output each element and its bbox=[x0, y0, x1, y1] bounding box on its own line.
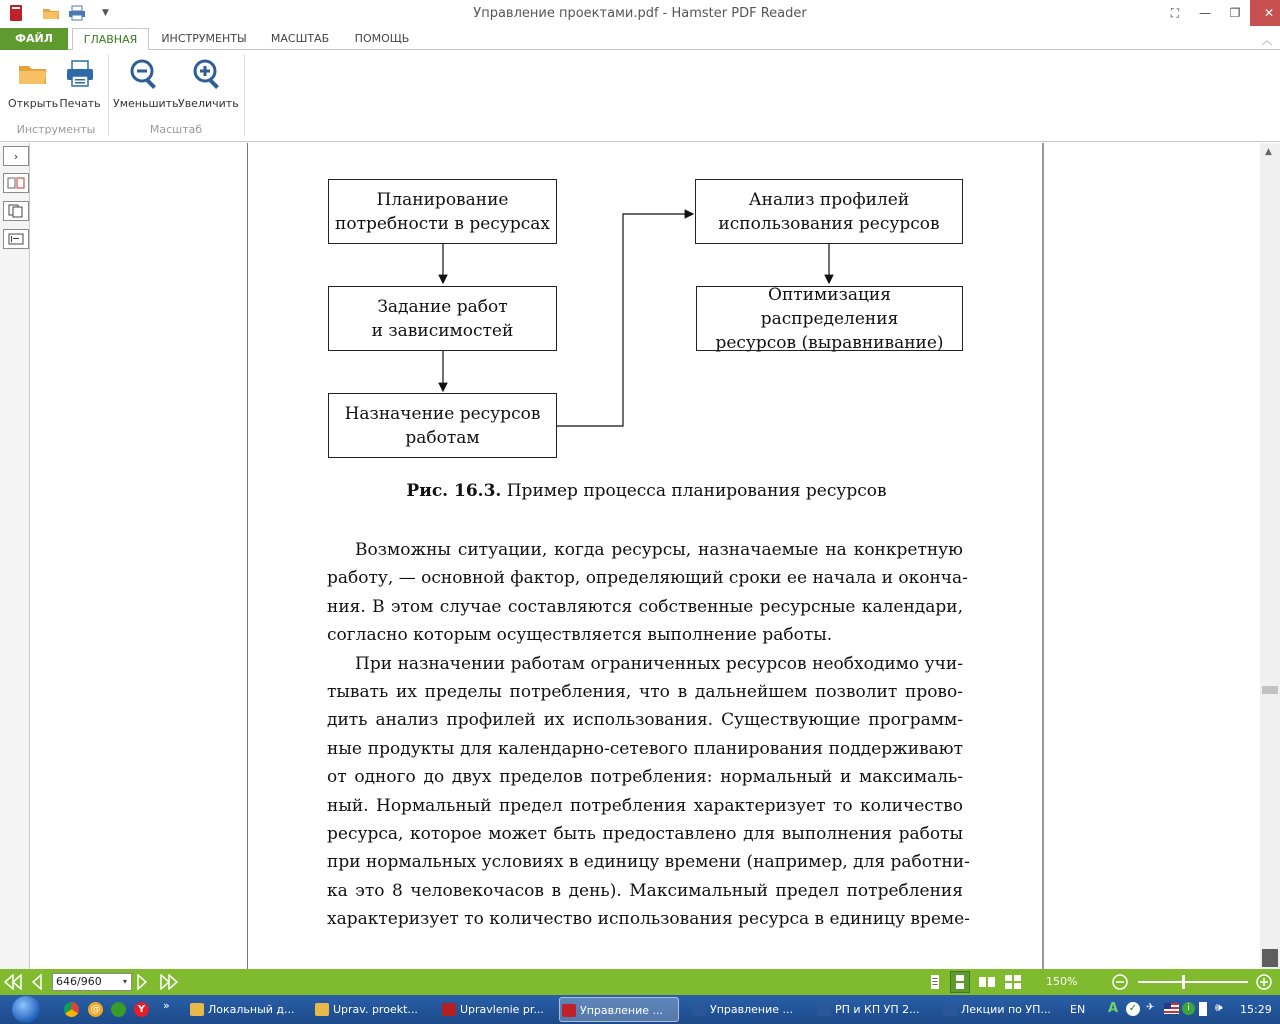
minimize-button[interactable]: — bbox=[1199, 6, 1211, 20]
pdf-page bbox=[247, 143, 1044, 969]
open-label: Открыть bbox=[8, 97, 59, 110]
text-line: ресурса, которое может быть предоставлено для выполнения работы bbox=[327, 824, 963, 845]
start-button[interactable] bbox=[12, 996, 40, 1023]
yandex-browser-icon[interactable]: Y bbox=[134, 1002, 149, 1017]
bookmarks-button[interactable] bbox=[3, 229, 29, 249]
clock[interactable]: 15:29 bbox=[1240, 1003, 1272, 1016]
vertical-scrollbar[interactable] bbox=[1260, 143, 1280, 969]
word-icon bbox=[817, 1003, 831, 1016]
scroll-up-icon[interactable]: ▲ bbox=[1265, 147, 1272, 157]
text-line: ный. Нормальный предел потребления характеризует то количество bbox=[327, 795, 963, 816]
zoom-out-icon bbox=[129, 58, 161, 90]
zoom-in-small-icon[interactable] bbox=[1256, 974, 1272, 990]
tab-home[interactable]: ГЛАВНАЯ bbox=[72, 28, 149, 51]
document-viewer[interactable] bbox=[31, 143, 1260, 969]
taskbar-item-label: Лекции по УП... bbox=[961, 1003, 1051, 1016]
zoom-out-label: Уменьшить bbox=[113, 97, 179, 110]
pages-button[interactable] bbox=[3, 201, 29, 221]
thumbnails-button[interactable] bbox=[3, 173, 29, 193]
tab-scale[interactable]: МАСШТАБ bbox=[270, 32, 330, 45]
word-icon bbox=[943, 1003, 957, 1016]
tab-help[interactable]: ПОМОЩЬ bbox=[354, 32, 410, 45]
battery-icon[interactable] bbox=[1199, 1002, 1207, 1016]
torrent-icon[interactable] bbox=[111, 1002, 126, 1017]
first-page-icon[interactable] bbox=[4, 974, 22, 990]
bookmarks-icon bbox=[8, 233, 24, 245]
diagram-box-resource-assignment bbox=[328, 393, 557, 458]
scroll-thumb[interactable] bbox=[1262, 686, 1278, 694]
box-line: и зависимостей bbox=[371, 320, 514, 341]
text-line: при нормальных условиях в единицу времени (например, для работни- bbox=[327, 852, 970, 873]
pages-icon bbox=[8, 204, 24, 218]
zoom-level: 150% bbox=[1046, 975, 1078, 988]
taskbar-item[interactable] bbox=[188, 997, 304, 1022]
group-separator bbox=[244, 54, 245, 136]
text-line: ные продукты для календарно-сетевого планирования поддерживают bbox=[327, 738, 963, 759]
thumbnails-icon bbox=[7, 177, 25, 189]
text-line: характеризует то количество использования ресурса в единицу време- bbox=[327, 909, 970, 930]
volume-icon[interactable]: 🕪 bbox=[1215, 1000, 1223, 1014]
taskbar-overflow-icon[interactable]: » bbox=[163, 999, 170, 1012]
taskbar-item-label: Upravlenie pr... bbox=[460, 1003, 544, 1016]
box-line: работам bbox=[405, 427, 480, 448]
diagram-box-profile-analysis bbox=[695, 179, 963, 244]
fullscreen-icon[interactable]: ⛶ bbox=[1170, 5, 1180, 20]
expand-sidebar-button[interactable] bbox=[3, 146, 29, 166]
continuous-view-icon bbox=[955, 974, 965, 990]
diagram-box-task-dependencies bbox=[328, 286, 557, 351]
taskbar-item[interactable] bbox=[941, 997, 1059, 1022]
page-number-input[interactable] bbox=[52, 973, 132, 991]
pdf-reader-icon bbox=[562, 1004, 576, 1017]
print-button[interactable] bbox=[58, 58, 102, 110]
box-line: Анализ профилей bbox=[748, 189, 910, 210]
tray-app-icon[interactable]: A bbox=[1108, 1001, 1119, 1016]
folder-icon bbox=[190, 1003, 204, 1016]
page-number-value: 646/960 bbox=[56, 975, 102, 988]
text-line: от одного до двух пределов потребления: нормальный и максималь- bbox=[327, 767, 963, 788]
two-page-view-icon[interactable] bbox=[978, 974, 996, 990]
chevron-right-icon: › bbox=[13, 149, 19, 163]
taskbar-item-label: РП и КП УП 2... bbox=[835, 1003, 920, 1016]
taskbar-item[interactable] bbox=[690, 997, 806, 1022]
group-label-tools: Инструменты bbox=[16, 123, 96, 136]
taskbar-item[interactable] bbox=[815, 997, 933, 1022]
window-controls bbox=[1160, 0, 1280, 26]
title-bar bbox=[0, 0, 1280, 28]
open-folder-icon bbox=[17, 58, 49, 90]
zoom-in-icon bbox=[192, 58, 224, 90]
text-line: При назначении работам ограниченных ресурсов необходимо учи- bbox=[355, 653, 963, 674]
taskbar-item-label: Uprav. proekt... bbox=[333, 1003, 418, 1016]
taskbar-item-active[interactable] bbox=[559, 997, 679, 1022]
ribbon-panel bbox=[0, 50, 1280, 142]
prev-page-icon[interactable] bbox=[31, 974, 43, 990]
text-line: ния. В этом случае составляются собственные ресурсные календари, bbox=[327, 596, 963, 617]
figure-caption bbox=[248, 481, 1045, 501]
next-page-icon[interactable] bbox=[136, 974, 148, 990]
open-button[interactable] bbox=[8, 58, 58, 110]
taskbar-item[interactable] bbox=[440, 997, 552, 1022]
diagram-box-leveling bbox=[696, 286, 963, 351]
restore-button[interactable]: ❐ bbox=[1229, 6, 1241, 20]
taskbar-item[interactable] bbox=[313, 997, 431, 1022]
windows-taskbar bbox=[0, 995, 1280, 1024]
box-line: Задание работ bbox=[377, 296, 508, 317]
print-label: Печать bbox=[59, 97, 101, 110]
single-page-view-icon[interactable] bbox=[930, 974, 940, 990]
zoom-out-small-icon[interactable] bbox=[1112, 974, 1128, 990]
book-icon bbox=[442, 1003, 456, 1016]
two-page-continuous-icon[interactable] bbox=[1004, 974, 1022, 990]
text-line: ка это 8 человекочасов в день). Максимальный предел потребления bbox=[327, 880, 963, 901]
box-line: потребности в ресурсах bbox=[335, 213, 550, 234]
info-icon[interactable]: i bbox=[1182, 1002, 1195, 1015]
text-line: согласно которым осуществляется выполнение работы. bbox=[327, 625, 833, 646]
group-label-scale: Масштаб bbox=[149, 123, 203, 136]
taskbar-item-label: Управление ... bbox=[710, 1003, 793, 1016]
group-separator bbox=[108, 54, 109, 136]
text-line: тывать их пределы потребления, что в дальнейшем позволит прово- bbox=[327, 682, 963, 703]
zoom-slider[interactable] bbox=[1138, 981, 1248, 983]
left-sidebar bbox=[0, 143, 30, 969]
printer-icon bbox=[64, 58, 96, 90]
last-page-icon[interactable] bbox=[160, 974, 178, 990]
ribbon-tabs bbox=[0, 28, 1280, 50]
mail-icon[interactable]: @ bbox=[88, 1002, 103, 1017]
text-line: дить анализ профилей их использования. Существующие программ- bbox=[327, 710, 963, 731]
box-line: Оптимизация распределения bbox=[760, 284, 899, 329]
status-bar bbox=[0, 969, 1280, 995]
diagram-box-resource-planning bbox=[328, 179, 557, 244]
folder-icon bbox=[315, 1003, 329, 1016]
close-button[interactable]: ✕ bbox=[1250, 0, 1280, 26]
scroll-down-icon[interactable] bbox=[1262, 949, 1278, 967]
window-title: Управление проектами.pdf - Hamster PDF Reader bbox=[473, 6, 807, 21]
box-line: ресурсов (выравнивание) bbox=[715, 332, 944, 353]
network-icon[interactable]: ✈ bbox=[1146, 1002, 1155, 1013]
zoom-slider-thumb[interactable] bbox=[1182, 975, 1185, 989]
us-flag-icon[interactable] bbox=[1164, 1003, 1179, 1014]
figure-title: Пример процесса планирования ресурсов bbox=[501, 481, 887, 501]
chrome-icon[interactable] bbox=[64, 1002, 79, 1017]
ribbon-collapse-icon[interactable]: ︿ bbox=[1262, 36, 1272, 47]
word-icon bbox=[692, 1003, 706, 1016]
page-dropdown-icon[interactable]: ▾ bbox=[122, 977, 127, 986]
body-text bbox=[327, 536, 970, 934]
taskbar-item-label: Управление ... bbox=[580, 1004, 663, 1017]
box-line: Планирование bbox=[376, 189, 509, 210]
box-line: Назначение ресурсов bbox=[344, 403, 541, 424]
text-line: Возможны ситуации, когда ресурсы, назначаемые на конкретную bbox=[355, 540, 963, 560]
figure-number: Рис. 16.3. bbox=[406, 481, 502, 501]
tab-tools[interactable]: ИНСТРУМЕНТЫ bbox=[161, 32, 247, 45]
box-line: использования ресурсов bbox=[718, 213, 940, 234]
continuous-view-button[interactable] bbox=[950, 971, 970, 993]
tab-file[interactable]: ФАЙЛ bbox=[0, 28, 68, 50]
zoom-out-button[interactable] bbox=[113, 58, 177, 110]
language-indicator[interactable]: EN bbox=[1070, 1003, 1086, 1016]
arrow-3-to-4 bbox=[556, 214, 693, 426]
zoom-in-label: Увеличить bbox=[178, 97, 239, 110]
check-icon[interactable]: ✓ bbox=[1126, 1002, 1140, 1016]
text-line: работу, — основной фактор, определяющий сроки ее начала и оконча- bbox=[327, 568, 968, 589]
zoom-in-button[interactable] bbox=[178, 58, 238, 110]
qat-customize-icon[interactable]: ▼ bbox=[102, 8, 109, 18]
taskbar-item-label: Локальный д... bbox=[208, 1003, 295, 1016]
